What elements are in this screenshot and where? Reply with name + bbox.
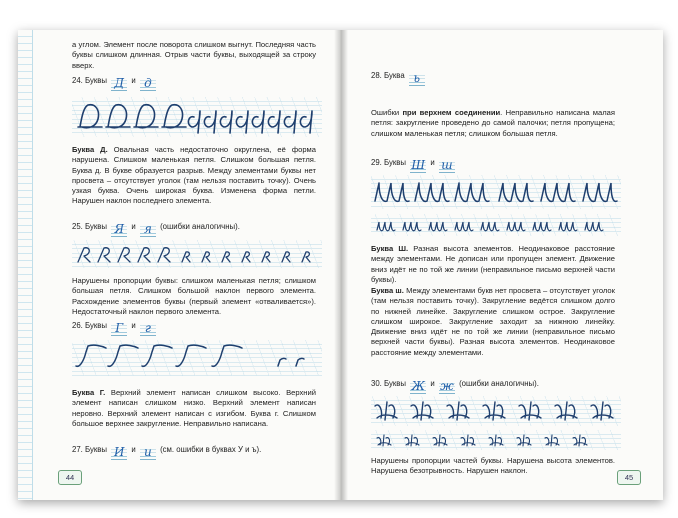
exercise-27-title: 27. Буквы И и и (см. ошибки в буквах У и ъ). (72, 445, 262, 459)
exercise-26-text: Буква Г. Верхний элемент написан слишком высоко. Верхний элемент написан слишком низко. Верхний элемент написан неровно. Верхний элемент написан с изгибом. Буква г. Слишком большое верхнее закругление. Неправильно написана. (72, 388, 316, 428)
letter-sample-25b: я (140, 223, 156, 237)
exercise-25-title: 25. Буквы Я и я (ошибки аналогичны). (72, 222, 240, 236)
handwriting-row-29b (371, 214, 621, 236)
page-number-left: 44 (58, 470, 82, 485)
letter-sample-30a: Ж (411, 379, 425, 393)
exercise-25-text: Нарушены пропорции буквы: слишком маленькая петля; слишком большая петля. Слишком большой наклон первого элемента. Расхождение элементов буквы (первый элемент «отваливается»). Недостаточный наклон первого элемента. (72, 276, 316, 316)
intro-text: а углом. Элемент после поворота слишком выгнут. Последняя часть буквы слишком длинная. Отрыв части буквы, выходящей за строку вверх. (72, 40, 316, 70)
letter-sample-28: ь (409, 72, 425, 86)
handwriting-row-25 (72, 240, 322, 268)
exercise-28-title: 28. Буква ь (371, 70, 427, 86)
book-gutter (334, 30, 348, 500)
letter-sample-29a: Ш (411, 158, 426, 172)
exercise-24-text: Буква Д. Овальная часть недостаточно округлена, её форма нарушена. Слишком маленькая петля. Слишком большая петля. Буква д. В букве образуется разрыв. Между элементами буквы нет просвета – отсутствует уголок (там нельзя поставить точку). Очень узкая буква. Очень широкая буква. Изменена форма петли. Нарушен наклон последнего элемента. (72, 145, 316, 206)
handwriting-row-30b (371, 430, 621, 450)
exercise-30-text: Нарушены пропорции частей буквы. Нарушена высота элементов. Нарушена безотрывность. Нарушен наклон. (371, 456, 615, 476)
letter-sample-29b: ш (439, 159, 455, 173)
exercise-30-title: 30. Буквы Ж и ж (ошибки аналогичны). (371, 379, 539, 393)
letter-sample-26a: Г (111, 322, 127, 336)
letter-sample-27b: и (140, 446, 156, 460)
handwriting-row-29a (371, 175, 621, 209)
exercise-29-text2: Буква ш. Между элементами букв нет просвета – отсутствует уголок (там нельзя поставить точку). Закругление ведётся слишком долго по нижней линейке. Закругление слишком острое. Закругление слишком широкое. Закругление заходит за нижнюю линейку. Движение вниз идёт не по той же линии (неправильное письмо верхней части буквы). Разная высота элементов. Неодинаковое расстояние между элементами. (371, 286, 615, 357)
letter-sample-30b: ж (440, 379, 454, 393)
page-number-right: 45 (617, 470, 641, 485)
letter-sample-26b: г (140, 322, 156, 336)
letter-sample-27a: И (111, 446, 127, 460)
right-page (341, 30, 663, 500)
book-spread (18, 30, 663, 500)
exercise-24-title: 24. Буквы Д и д (72, 75, 158, 91)
exercise-26-title: 26. Буквы Г и г (72, 320, 158, 336)
letter-sample-24a: Д (111, 77, 127, 91)
exercise-28-text: Ошибки при верхнем соединении. Неправильно написана малая петля: закругление проведено до самой палочки; петля пропущена; слишком маленькая петля; слишком большая петля. (371, 108, 615, 138)
left-page (18, 30, 340, 500)
left-page-margin-ruling (18, 30, 33, 500)
letter-sample-25a: Я (111, 223, 127, 237)
exercise-29-text: Буква Ш. Разная высота элементов. Неодинаковое расстояние между элементами. Не дописан или пропущен элемент. Движение вниз идёт не по той же линии (неправильное письмо верхней части буквы). (371, 244, 615, 284)
handwriting-row-26 (72, 340, 322, 376)
exercise-29-title: 29. Буквы Ш и ш (371, 157, 457, 173)
handwriting-row-24 (72, 97, 322, 137)
handwriting-row-30a (371, 396, 621, 426)
letter-sample-24b: д (140, 77, 156, 91)
